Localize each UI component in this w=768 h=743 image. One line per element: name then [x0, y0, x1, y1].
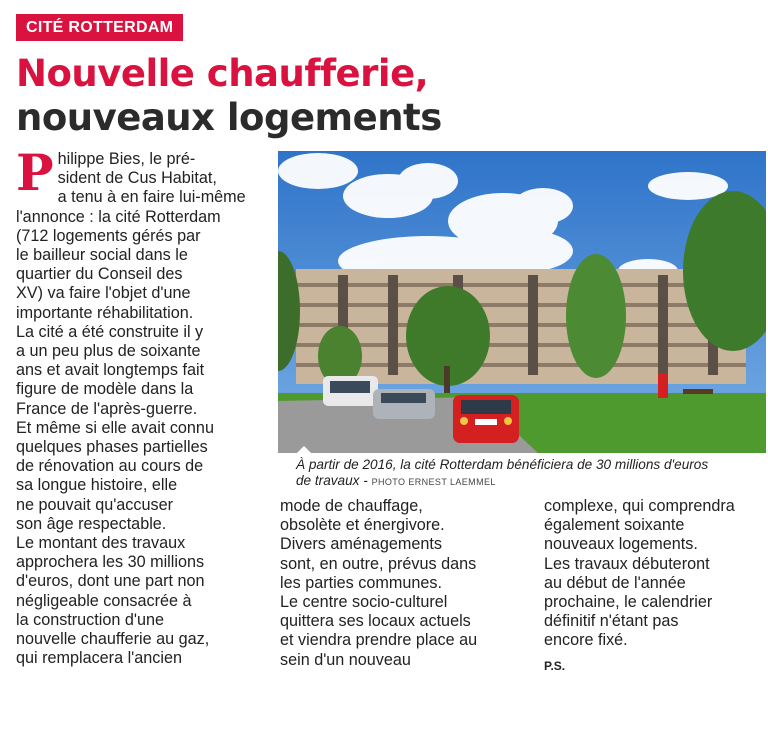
headline-line-2: nouveaux logements	[16, 96, 442, 139]
article-line: Le centre socio-culturel	[280, 593, 448, 612]
column-1-text	[16, 143, 266, 668]
article-line: quartier du Conseil des	[16, 265, 183, 284]
article-line: approchera les 30 millions	[16, 553, 205, 572]
article-line: nouvelle chaufferie au gaz,	[16, 630, 210, 649]
article-photo	[278, 151, 766, 453]
article-line: Et même si elle avait connu	[16, 418, 214, 437]
article-column-2	[280, 497, 515, 670]
article-column-3	[544, 497, 759, 676]
article-line: Divers aménagements	[280, 535, 442, 554]
article-line: d'euros, dont une part non	[16, 572, 205, 591]
article-line: France de l'après-guerre.	[16, 399, 198, 418]
photo-caption: À partir de 2016, la cité Rotterdam bénéficiera de 30 millions d'euros de travaux - PHOTO ERNEST LAEMMEL	[296, 457, 709, 488]
caption-notch	[296, 446, 312, 454]
article-line: sont, en outre, prévus dans	[280, 554, 477, 573]
article-line: a un peu plus de soixante	[16, 342, 201, 361]
article-line: prochaine, le calendrier	[544, 593, 713, 612]
column-3-text	[544, 497, 759, 651]
article-line: qui remplacera l'ancien	[16, 649, 182, 668]
article-column-1	[16, 143, 266, 668]
article-line: le bailleur social dans le	[16, 246, 188, 265]
author-signature: P.S.	[544, 658, 566, 673]
article-line: sident de Cus Habitat,	[57, 169, 217, 188]
article-line: encore fixé.	[544, 631, 628, 650]
article-line: obsolète et énergivore.	[280, 516, 445, 535]
article-line: Le montant des travaux	[16, 534, 186, 553]
article-line: au début de l'année	[544, 573, 686, 592]
article-line: quelques phases partielles	[16, 438, 208, 457]
article-line: hilippe Bies, le pré-	[57, 150, 196, 168]
article-line: négligeable consacrée à	[16, 591, 192, 610]
article-line: ans et avait longtemps fait	[16, 361, 205, 380]
article-line: ne pouvait qu'accuser	[16, 495, 173, 514]
article-line: son âge respectable.	[16, 514, 167, 533]
article-line: a tenu à en faire lui-même	[57, 188, 246, 207]
caption-line-1: À partir de 2016, la cité Rotterdam bénéficiera de 30 millions d'euros	[296, 457, 709, 472]
caption-line-2: de travaux	[296, 473, 360, 488]
article-line: mode de chauffage,	[280, 497, 423, 515]
article-line: (712 logements gérés par	[16, 226, 201, 245]
article-line: XV) va faire l'objet d'une	[16, 284, 191, 303]
headline	[16, 52, 756, 140]
photo-credit: PHOTO ERNEST LAEMMEL	[371, 477, 496, 487]
article-line: quittera ses locaux actuels	[280, 612, 471, 631]
article-line: la construction d'une	[16, 610, 164, 629]
headline-line-1: Nouvelle chaufferie,	[16, 52, 429, 95]
article-line: les parties communes.	[280, 573, 442, 592]
section-tag: CITÉ ROTTERDAM	[16, 14, 183, 41]
drop-cap: P	[16, 143, 54, 202]
article-line: définitif n'étant pas	[544, 612, 679, 631]
article-line: figure de modèle dans la	[16, 380, 194, 399]
rotterdam-housing-photo	[278, 151, 766, 453]
article-line: l'annonce : la cité Rotterdam	[16, 207, 221, 226]
article-line: La cité a été construite il y	[16, 322, 204, 341]
article-line: également soixante	[544, 516, 685, 535]
article-line: sein d'un nouveau	[280, 650, 411, 669]
article-line: sa longue histoire, elle	[16, 476, 178, 495]
article-line: nouveaux logements.	[544, 535, 698, 554]
article-line: Les travaux débuteront	[544, 554, 710, 573]
article-line: de rénovation au cours de	[16, 457, 204, 476]
article-line: importante réhabilitation.	[16, 303, 194, 322]
article-line: et viendra prendre place au	[280, 631, 478, 650]
article-line: complexe, qui comprendra	[544, 497, 735, 515]
column-2-text	[280, 497, 515, 670]
